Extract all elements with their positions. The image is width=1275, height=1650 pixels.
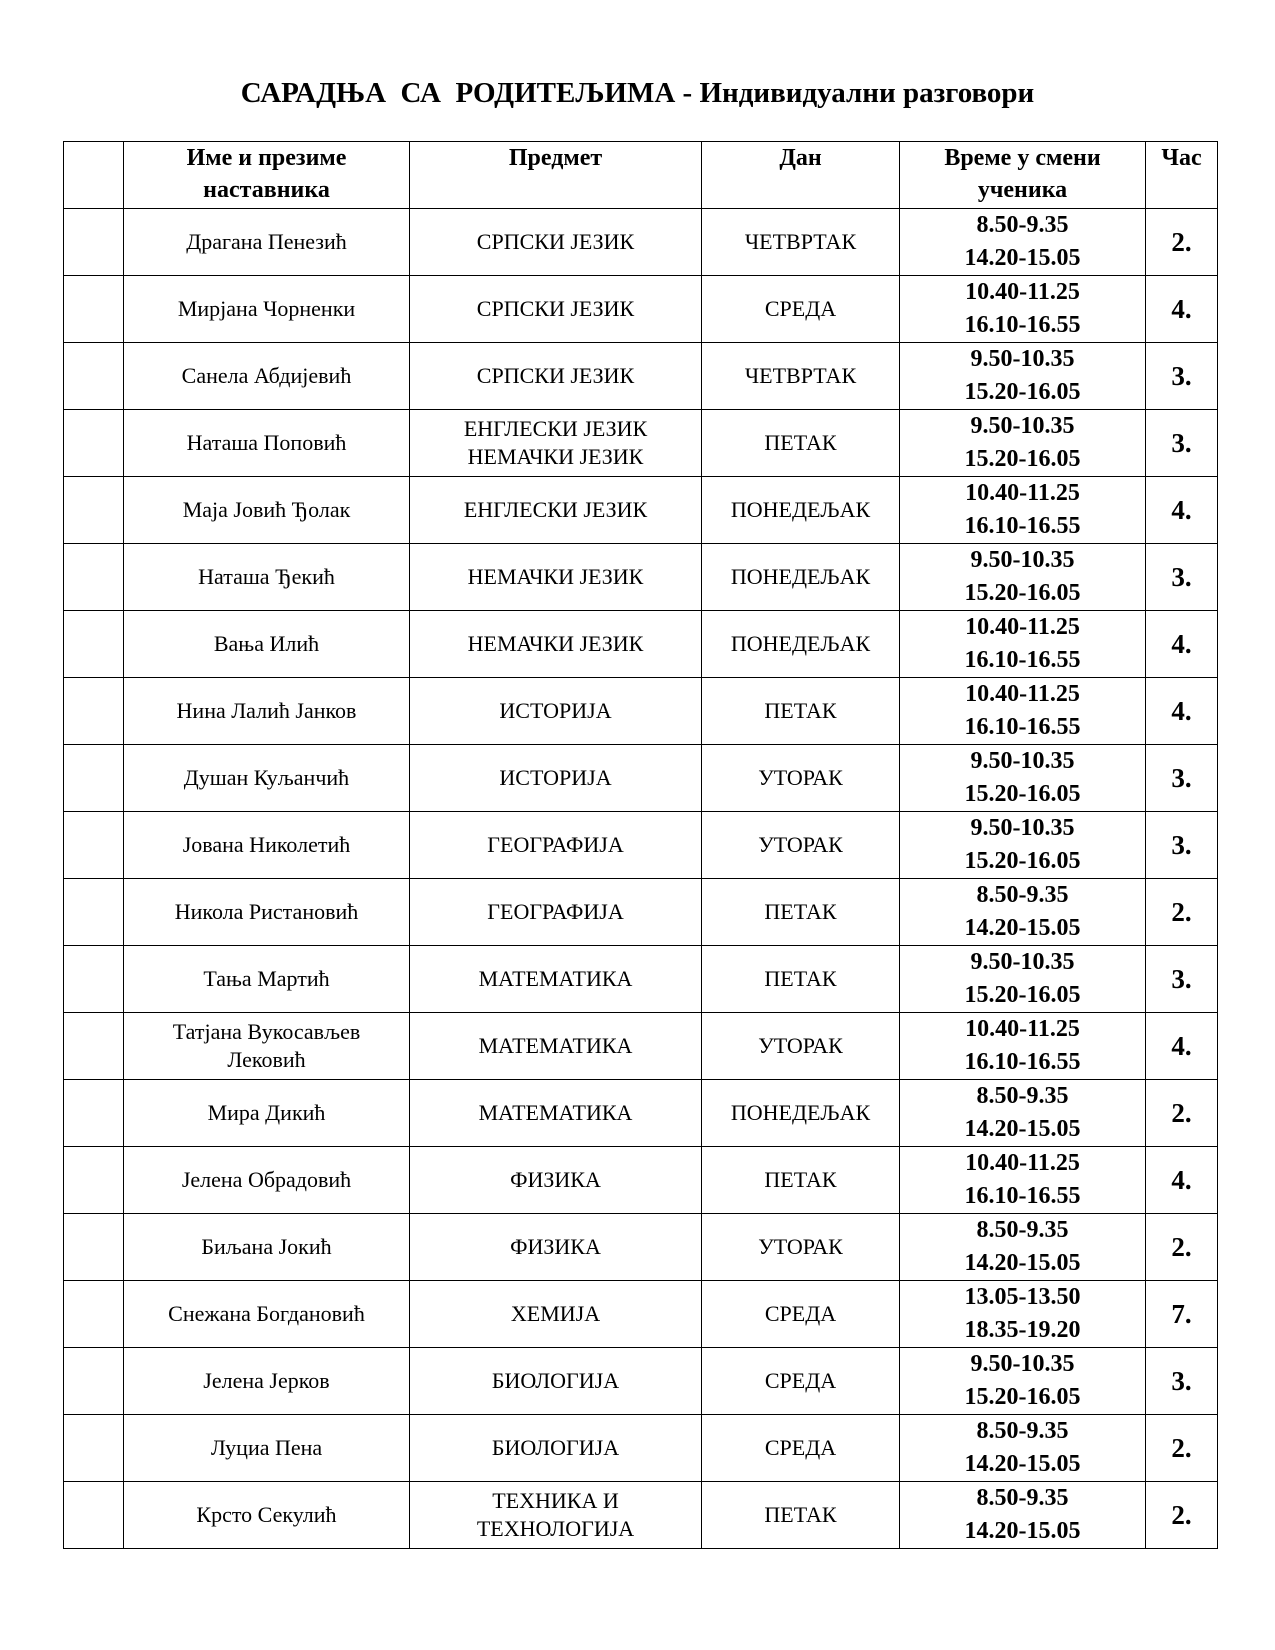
day-cell: ПЕТАК — [702, 1147, 900, 1214]
hour-cell: 2. — [1146, 1214, 1218, 1281]
time-range: 10.40-11.25 — [965, 1016, 1080, 1042]
teacher-name-line: Нина Лалић Јанков — [176, 698, 357, 723]
teacher-name-cell — [124, 410, 410, 477]
time-cell — [900, 745, 1146, 812]
time-range: 15.20-16.05 — [964, 379, 1081, 405]
table-row — [64, 1214, 1218, 1281]
subject-cell — [410, 745, 702, 812]
teacher-name-cell — [124, 1482, 410, 1549]
teacher-name-line: Татјана Вукосављев — [172, 1019, 361, 1044]
teacher-name-line: Наташа Ђекић — [198, 564, 335, 589]
teacher-name-cell — [124, 745, 410, 812]
row-number-cell — [64, 276, 124, 343]
time-range: 9.50-10.35 — [970, 949, 1075, 975]
subject-cell — [410, 611, 702, 678]
time-range: 18.35-19.20 — [964, 1317, 1081, 1343]
day-cell: ПЕТАК — [702, 678, 900, 745]
time-range: 14.20-15.05 — [964, 1250, 1081, 1276]
hour-cell: 3. — [1146, 745, 1218, 812]
subject-line: ФИЗИКА — [510, 1167, 601, 1192]
table-row — [64, 1482, 1218, 1549]
teacher-name-cell — [124, 812, 410, 879]
subject-cell — [410, 946, 702, 1013]
teacher-name-cell — [124, 477, 410, 544]
teacher-name-cell — [124, 343, 410, 410]
time-cell — [900, 1080, 1146, 1147]
table-row — [64, 477, 1218, 544]
subject-line: ГЕОГРАФИЈА — [487, 899, 624, 924]
time-range: 9.50-10.35 — [970, 547, 1075, 573]
day-cell: СРЕДА — [702, 1281, 900, 1348]
teacher-name-line: Јелена Обрадовић — [181, 1167, 352, 1192]
table-row — [64, 276, 1218, 343]
teacher-name-cell — [124, 678, 410, 745]
header-time: Време у смени ученика — [900, 142, 1146, 209]
time-range: 9.50-10.35 — [970, 815, 1075, 841]
subject-line: МАТЕМАТИКА — [478, 1100, 633, 1125]
time-range: 14.20-15.05 — [964, 1518, 1081, 1544]
table-row — [64, 1348, 1218, 1415]
day-cell: СРЕДА — [702, 276, 900, 343]
subject-cell — [410, 1013, 702, 1080]
row-number-cell — [64, 477, 124, 544]
header-teacher: Име и презиме наставника — [124, 142, 410, 209]
time-range: 15.20-16.05 — [964, 1384, 1081, 1410]
row-number-cell — [64, 1147, 124, 1214]
subject-line: СРПСКИ ЈЕЗИК — [476, 229, 635, 254]
teacher-name-cell — [124, 544, 410, 611]
time-cell — [900, 410, 1146, 477]
subject-cell — [410, 477, 702, 544]
row-number-cell — [64, 678, 124, 745]
day-cell: ЧЕТВРТАК — [702, 209, 900, 276]
time-range: 15.20-16.05 — [964, 982, 1081, 1008]
hour-cell: 2. — [1146, 209, 1218, 276]
teacher-name-cell — [124, 1080, 410, 1147]
time-range: 15.20-16.05 — [964, 781, 1081, 807]
row-number-cell — [64, 879, 124, 946]
time-range: 15.20-16.05 — [964, 848, 1081, 874]
teacher-name-cell — [124, 1214, 410, 1281]
row-number-cell — [64, 946, 124, 1013]
hour-cell: 2. — [1146, 1415, 1218, 1482]
subject-cell — [410, 1281, 702, 1348]
time-range: 14.20-15.05 — [964, 1116, 1081, 1142]
row-number-cell — [64, 1080, 124, 1147]
time-range: 16.10-16.55 — [964, 1049, 1081, 1075]
time-range: 10.40-11.25 — [965, 1150, 1080, 1176]
time-cell — [900, 1415, 1146, 1482]
subject-line: ЕНГЛЕСКИ ЈЕЗИК — [463, 497, 648, 522]
day-cell: СРЕДА — [702, 1348, 900, 1415]
row-number-cell — [64, 611, 124, 678]
schedule-table — [63, 141, 1218, 1549]
time-cell — [900, 1281, 1146, 1348]
subject-line: ИСТОРИЈА — [499, 765, 612, 790]
time-range: 8.50-9.35 — [976, 1485, 1069, 1511]
time-range: 8.50-9.35 — [976, 882, 1069, 908]
teacher-name-cell — [124, 276, 410, 343]
subject-cell — [410, 276, 702, 343]
day-cell: ПОНЕДЕЉАК — [702, 1080, 900, 1147]
header-number — [64, 142, 124, 209]
teacher-name-line: Крсто Секулић — [196, 1502, 337, 1527]
teacher-name-cell — [124, 1281, 410, 1348]
row-number-cell — [64, 1415, 124, 1482]
day-cell: ПОНЕДЕЉАК — [702, 477, 900, 544]
teacher-name-line: Биљана Јокић — [201, 1234, 332, 1259]
table-row — [64, 544, 1218, 611]
time-range: 9.50-10.35 — [970, 346, 1075, 372]
time-cell — [900, 544, 1146, 611]
subject-line: СРПСКИ ЈЕЗИК — [476, 363, 635, 388]
teacher-name-line: Душан Куљанчић — [183, 765, 350, 790]
subject-cell — [410, 1415, 702, 1482]
time-cell — [900, 611, 1146, 678]
teacher-name-line: Вања Илић — [213, 631, 320, 656]
subject-line: БИОЛОГИЈА — [491, 1368, 620, 1393]
table-row — [64, 1013, 1218, 1080]
time-range: 16.10-16.55 — [964, 647, 1081, 673]
time-range: 9.50-10.35 — [970, 1351, 1075, 1377]
subject-cell — [410, 544, 702, 611]
time-cell — [900, 209, 1146, 276]
time-range: 8.50-9.35 — [976, 1418, 1069, 1444]
hour-cell: 4. — [1146, 678, 1218, 745]
row-number-cell — [64, 745, 124, 812]
row-number-cell — [64, 1348, 124, 1415]
hour-cell: 3. — [1146, 946, 1218, 1013]
teacher-name-cell — [124, 1147, 410, 1214]
day-cell: УТОРАК — [702, 1214, 900, 1281]
row-number-cell — [64, 1482, 124, 1549]
header-subject: Предмет — [410, 142, 702, 209]
subject-cell — [410, 410, 702, 477]
time-cell — [900, 946, 1146, 1013]
page-title: САРАДЊА СА РОДИТЕЉИМА - Индивидуални разговори — [240, 77, 1035, 109]
subject-line: ГЕОГРАФИЈА — [487, 832, 624, 857]
subject-line: НЕМАЧКИ ЈЕЗИК — [467, 631, 644, 656]
hour-cell: 3. — [1146, 410, 1218, 477]
day-cell: ЧЕТВРТАК — [702, 343, 900, 410]
teacher-name-line: Лековић — [227, 1047, 306, 1072]
day-cell: УТОРАК — [702, 812, 900, 879]
table-row — [64, 209, 1218, 276]
day-cell: ПЕТАК — [702, 1482, 900, 1549]
time-cell — [900, 343, 1146, 410]
day-cell: УТОРАК — [702, 1013, 900, 1080]
subject-cell — [410, 678, 702, 745]
time-range: 14.20-15.05 — [964, 245, 1081, 271]
row-number-cell — [64, 410, 124, 477]
row-number-cell — [64, 209, 124, 276]
table-row — [64, 1415, 1218, 1482]
day-cell: ПЕТАК — [702, 946, 900, 1013]
time-range: 9.50-10.35 — [970, 748, 1075, 774]
hour-cell: 4. — [1146, 477, 1218, 544]
table-header — [64, 142, 1218, 209]
time-cell — [900, 879, 1146, 946]
row-number-cell — [64, 1214, 124, 1281]
table-row — [64, 1080, 1218, 1147]
teacher-name-line: Драгана Пенезић — [186, 229, 347, 254]
time-cell — [900, 276, 1146, 343]
subject-line: БИОЛОГИЈА — [491, 1435, 620, 1460]
table-row — [64, 678, 1218, 745]
hour-cell: 7. — [1146, 1281, 1218, 1348]
subject-line: ТЕХНИКА И — [492, 1488, 619, 1513]
time-range: 16.10-16.55 — [964, 714, 1081, 740]
hour-cell: 3. — [1146, 812, 1218, 879]
teacher-name-line: Наташа Поповић — [186, 430, 347, 455]
hour-cell: 4. — [1146, 276, 1218, 343]
time-range: 15.20-16.05 — [964, 446, 1081, 472]
row-number-cell — [64, 1013, 124, 1080]
teacher-name-cell — [124, 1013, 410, 1080]
subject-line: ЕНГЛЕСКИ ЈЕЗИК — [463, 416, 648, 441]
time-range: 10.40-11.25 — [965, 681, 1080, 707]
subject-line: ХЕМИЈА — [510, 1301, 601, 1326]
subject-line: ИСТОРИЈА — [499, 698, 612, 723]
day-cell: ПОНЕДЕЉАК — [702, 611, 900, 678]
time-cell — [900, 477, 1146, 544]
time-range: 13.05-13.50 — [964, 1284, 1081, 1310]
hour-cell: 2. — [1146, 1482, 1218, 1549]
day-cell: УТОРАК — [702, 745, 900, 812]
time-range: 9.50-10.35 — [970, 413, 1075, 439]
teacher-name-line: Јелена Јерков — [203, 1368, 330, 1393]
header-hour: Час — [1146, 142, 1218, 209]
hour-cell: 2. — [1146, 879, 1218, 946]
row-number-cell — [64, 544, 124, 611]
table-row — [64, 343, 1218, 410]
subject-cell — [410, 1080, 702, 1147]
hour-cell: 4. — [1146, 1147, 1218, 1214]
teacher-name-line: Санела Абдијевић — [181, 363, 352, 388]
subject-cell — [410, 1482, 702, 1549]
subject-line: ФИЗИКА — [510, 1234, 601, 1259]
teacher-name-line: Никола Ристановић — [174, 899, 359, 924]
row-number-cell — [64, 343, 124, 410]
time-range: 15.20-16.05 — [964, 580, 1081, 606]
table-row — [64, 1281, 1218, 1348]
hour-cell: 4. — [1146, 1013, 1218, 1080]
subject-cell — [410, 1214, 702, 1281]
day-cell: ПЕТАК — [702, 879, 900, 946]
day-cell: СРЕДА — [702, 1415, 900, 1482]
hour-cell: 3. — [1146, 544, 1218, 611]
time-range: 16.10-16.55 — [964, 1183, 1081, 1209]
teacher-name-cell — [124, 1415, 410, 1482]
table-row — [64, 879, 1218, 946]
time-cell — [900, 1348, 1146, 1415]
time-cell — [900, 1482, 1146, 1549]
table-row — [64, 611, 1218, 678]
day-cell: ПОНЕДЕЉАК — [702, 544, 900, 611]
subject-line: МАТЕМАТИКА — [478, 1033, 633, 1058]
header-row — [64, 142, 1218, 209]
time-cell — [900, 1214, 1146, 1281]
subject-cell — [410, 343, 702, 410]
teacher-name-line: Јована Николетић — [182, 832, 351, 857]
table-row — [64, 946, 1218, 1013]
teacher-name-line: Тања Мартић — [203, 966, 330, 991]
day-cell: ПЕТАК — [702, 410, 900, 477]
subject-line: СРПСКИ ЈЕЗИК — [476, 296, 635, 321]
table-row — [64, 1147, 1218, 1214]
table-body — [64, 209, 1218, 1549]
hour-cell: 2. — [1146, 1080, 1218, 1147]
teacher-name-cell — [124, 946, 410, 1013]
teacher-name-line: Луциа Пена — [210, 1435, 323, 1460]
teacher-name-line: Мира Дикић — [207, 1100, 326, 1125]
subject-line: НЕМАЧКИ ЈЕЗИК — [467, 564, 644, 589]
row-number-cell — [64, 812, 124, 879]
header-day: Дан — [702, 142, 900, 209]
teacher-name-cell — [124, 209, 410, 276]
subject-cell — [410, 812, 702, 879]
teacher-name-line: Маја Јовић Ђолак — [182, 497, 351, 522]
time-range: 16.10-16.55 — [964, 312, 1081, 338]
teacher-name-cell — [124, 611, 410, 678]
teacher-name-cell — [124, 1348, 410, 1415]
subject-line: МАТЕМАТИКА — [478, 966, 633, 991]
table-row — [64, 410, 1218, 477]
subject-cell — [410, 1348, 702, 1415]
teacher-name-cell — [124, 879, 410, 946]
time-range: 10.40-11.25 — [965, 480, 1080, 506]
subject-cell — [410, 1147, 702, 1214]
subject-line: ТЕХНОЛОГИЈА — [476, 1516, 635, 1541]
time-cell — [900, 678, 1146, 745]
hour-cell: 3. — [1146, 1348, 1218, 1415]
hour-cell: 4. — [1146, 611, 1218, 678]
row-number-cell — [64, 1281, 124, 1348]
subject-cell — [410, 209, 702, 276]
time-range: 8.50-9.35 — [976, 1083, 1069, 1109]
table-row — [64, 812, 1218, 879]
time-cell — [900, 812, 1146, 879]
time-cell — [900, 1147, 1146, 1214]
teacher-name-line: Снежана Богдановић — [168, 1301, 365, 1326]
time-range: 10.40-11.25 — [965, 279, 1080, 305]
time-range: 14.20-15.05 — [964, 1451, 1081, 1477]
teacher-name-line: Мирјана Чорненки — [177, 296, 356, 321]
time-range: 14.20-15.05 — [964, 915, 1081, 941]
subject-cell — [410, 879, 702, 946]
time-cell — [900, 1013, 1146, 1080]
time-range: 10.40-11.25 — [965, 614, 1080, 640]
time-range: 16.10-16.55 — [964, 513, 1081, 539]
time-range: 8.50-9.35 — [976, 1217, 1069, 1243]
time-range: 8.50-9.35 — [976, 212, 1069, 238]
hour-cell: 3. — [1146, 343, 1218, 410]
table-row — [64, 745, 1218, 812]
subject-line: НЕМАЧКИ ЈЕЗИК — [467, 444, 644, 469]
